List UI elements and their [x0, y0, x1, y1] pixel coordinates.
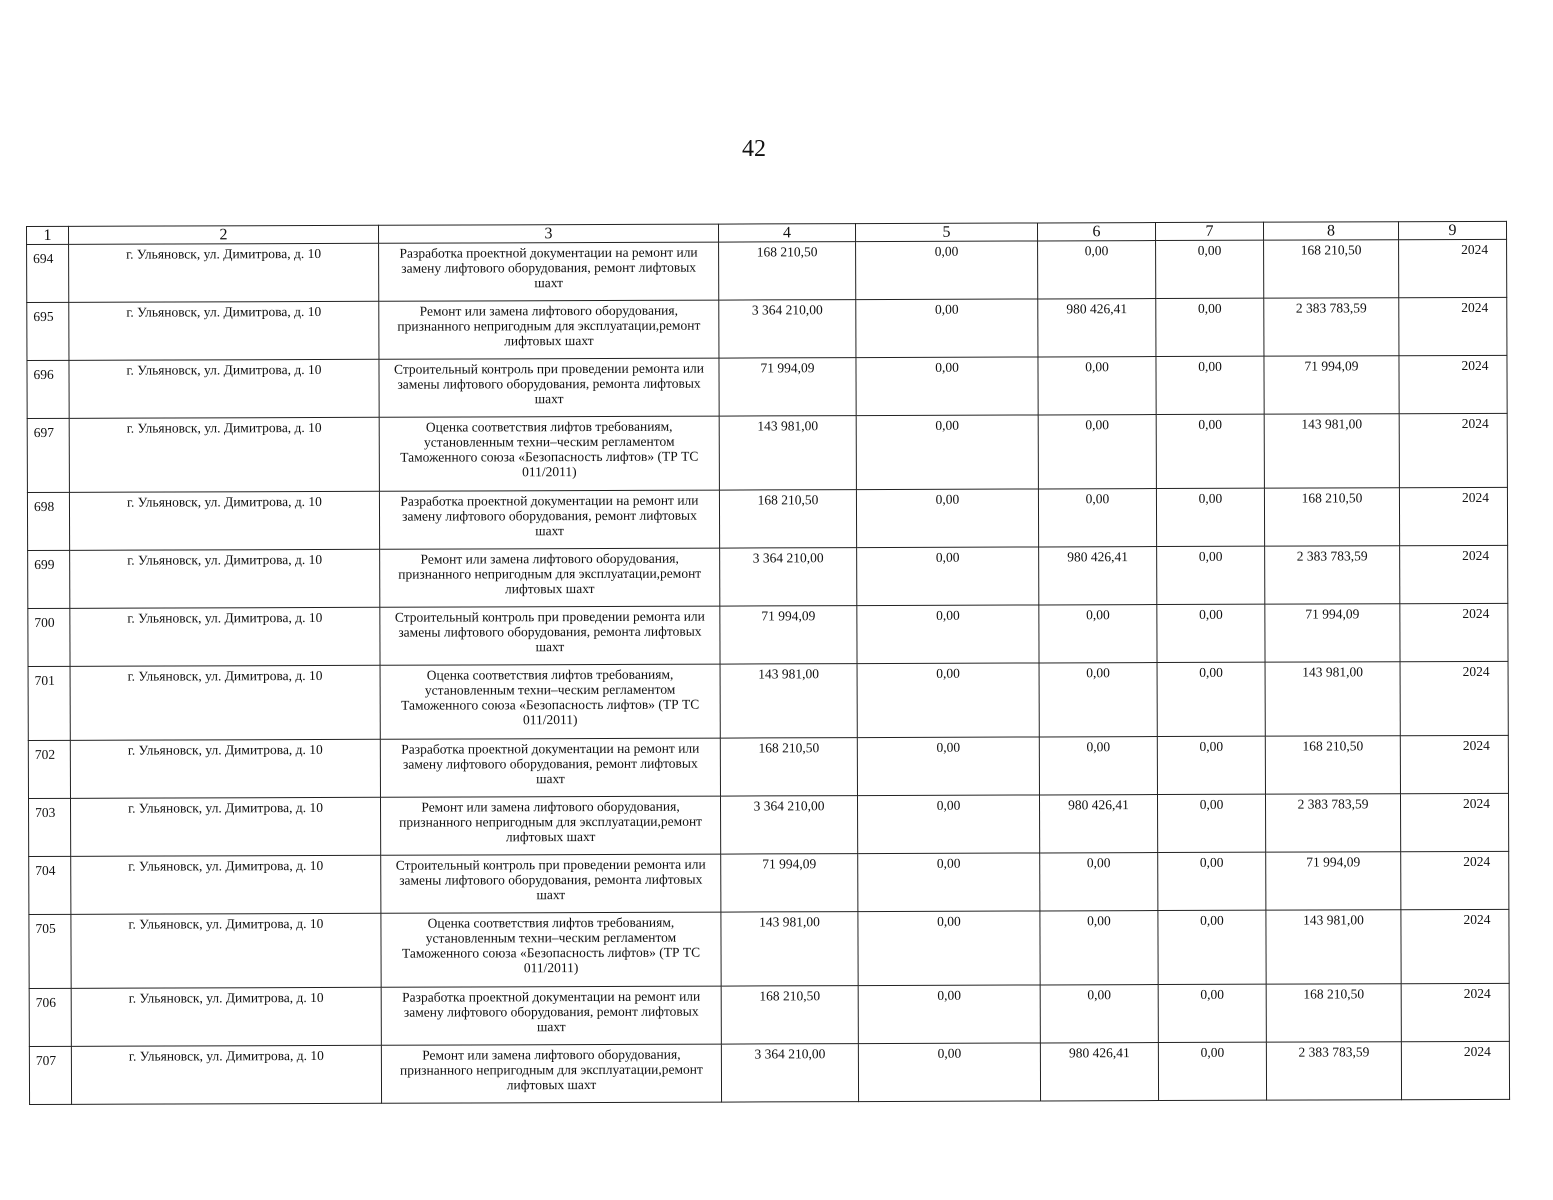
column-8-cell: 168 210,50: [1266, 984, 1401, 1042]
row-number: 702: [28, 740, 70, 798]
column-7-cell: 0,00: [1157, 604, 1265, 662]
column-7-cell: 0,00: [1158, 1042, 1266, 1100]
row-number: 705: [29, 914, 71, 988]
table-container: [26, 221, 1510, 1105]
table-row: [27, 487, 1507, 550]
column-8-cell: 143 981,00: [1266, 910, 1401, 984]
column-6-cell: 0,00: [1038, 489, 1156, 547]
row-number: 707: [29, 1046, 71, 1104]
column-8-cell: 2 383 783,59: [1265, 546, 1400, 604]
column-5-cell: 0,00: [858, 853, 1040, 912]
year-cell: 2024: [1401, 983, 1509, 1041]
address-cell: г. Ульяновск, ул. Димитрова, д. 10: [71, 1045, 381, 1104]
row-number: 700: [28, 608, 70, 666]
column-5-cell: 0,00: [856, 489, 1038, 548]
column-8-cell: 71 994,09: [1266, 852, 1401, 910]
column-6-cell: 0,00: [1038, 357, 1156, 415]
address-cell: г. Ульяновск, ул. Димитрова, д. 10: [69, 301, 379, 360]
table-row: [28, 603, 1508, 666]
column-6-cell: 980 426,41: [1039, 547, 1157, 605]
column-8-cell: 143 981,00: [1264, 414, 1399, 488]
work-description-cell: Ремонт или замена лифтового оборудования, признанного непригодным для эксплуатации,ремонт лифтовых шахт: [380, 796, 720, 855]
column-6-cell: 980 426,41: [1040, 1043, 1158, 1101]
address-cell: г. Ульяновск, ул. Димитрова, д. 10: [70, 797, 380, 856]
column-6-cell: 980 426,41: [1038, 299, 1156, 357]
table-row: [27, 297, 1507, 360]
year-cell: 2024: [1400, 603, 1508, 661]
column-8-cell: 168 210,50: [1264, 240, 1399, 298]
total-cost-cell: 3 364 210,00: [721, 1044, 858, 1102]
row-number: 697: [27, 418, 69, 492]
year-cell: 2024: [1401, 909, 1509, 983]
column-5-cell: 0,00: [856, 415, 1038, 490]
column-5-cell: 0,00: [857, 737, 1039, 796]
total-cost-cell: 3 364 210,00: [720, 548, 857, 606]
total-cost-cell: 168 210,50: [719, 490, 856, 548]
table-row: [28, 661, 1508, 740]
total-cost-cell: 168 210,50: [720, 738, 857, 796]
column-7-cell: 0,00: [1156, 488, 1264, 546]
column-6-cell: 0,00: [1039, 663, 1157, 737]
address-cell: г. Ульяновск, ул. Димитрова, д. 10: [70, 549, 380, 608]
address-cell: г. Ульяновск, ул. Димитрова, д. 10: [71, 913, 381, 988]
row-number: 696: [27, 360, 69, 418]
year-cell: 2024: [1400, 793, 1508, 851]
total-cost-cell: 71 994,09: [719, 358, 856, 416]
total-cost-cell: 143 981,00: [720, 664, 857, 738]
column-header: 2: [69, 225, 379, 244]
address-cell: г. Ульяновск, ул. Димитрова, д. 10: [69, 359, 379, 418]
column-7-cell: 0,00: [1156, 356, 1264, 414]
column-header: 5: [855, 223, 1037, 242]
column-6-cell: 0,00: [1039, 737, 1157, 795]
table-row: [28, 545, 1508, 608]
total-cost-cell: 71 994,09: [721, 854, 858, 912]
work-description-cell: Ремонт или замена лифтового оборудования, признанного непригодным для эксплуатации,ремонт лифтовых шахт: [381, 1044, 721, 1103]
table-row: [28, 735, 1508, 798]
year-cell: 2024: [1401, 851, 1509, 909]
work-description-cell: Ремонт или замена лифтового оборудования, признанного непригодным для эксплуатации,ремонт лифтовых шахт: [379, 300, 719, 359]
column-5-cell: 0,00: [857, 605, 1039, 664]
row-number: 703: [28, 798, 70, 856]
total-cost-cell: 143 981,00: [721, 912, 858, 986]
column-7-cell: 0,00: [1157, 662, 1265, 736]
column-6-cell: 0,00: [1040, 911, 1158, 985]
page-number: 42: [742, 136, 766, 162]
work-description-cell: Разработка проектной документации на ремонт или замену лифтового оборудования, ремонт лифтовых шахт: [381, 986, 721, 1045]
total-cost-cell: 168 210,50: [719, 242, 856, 300]
work-description-cell: Строительный контроль при проведении ремонта или замены лифтового оборудования, ремонта лифтовых шахт: [381, 854, 721, 913]
year-cell: 2024: [1399, 297, 1507, 355]
work-description-cell: Разработка проектной документации на ремонт или замену лифтового оборудования, ремонт лифтовых шахт: [380, 738, 720, 797]
total-cost-cell: 168 210,50: [721, 986, 858, 1044]
table-row: [27, 355, 1507, 418]
year-cell: 2024: [1399, 239, 1507, 297]
column-7-cell: 0,00: [1156, 414, 1264, 488]
column-5-cell: 0,00: [857, 663, 1039, 738]
year-cell: 2024: [1400, 735, 1508, 793]
column-5-cell: 0,00: [857, 547, 1039, 606]
address-cell: г. Ульяновск, ул. Димитрова, д. 10: [71, 855, 381, 914]
row-number: 695: [27, 302, 69, 360]
address-cell: г. Ульяновск, ул. Димитрова, д. 10: [70, 607, 380, 666]
work-description-cell: Строительный контроль при проведении ремонта или замены лифтового оборудования, ремонта лифтовых шахт: [380, 606, 720, 665]
column-6-cell: 0,00: [1040, 985, 1158, 1043]
column-5-cell: 0,00: [858, 1043, 1040, 1102]
row-number: 701: [28, 666, 70, 740]
column-header: 4: [718, 224, 855, 242]
work-description-cell: Разработка проектной документации на ремонт или замену лифтового оборудования, ремонт лифтовых шахт: [379, 242, 719, 301]
total-cost-cell: 71 994,09: [720, 606, 857, 664]
total-cost-cell: 3 364 210,00: [720, 796, 857, 854]
address-cell: г. Ульяновск, ул. Димитрова, д. 10: [69, 417, 379, 492]
column-8-cell: 168 210,50: [1264, 488, 1399, 546]
column-7-cell: 0,00: [1158, 852, 1266, 910]
column-header: 6: [1037, 223, 1155, 241]
total-cost-cell: 3 364 210,00: [719, 300, 856, 358]
column-header: 8: [1263, 222, 1398, 240]
work-description-cell: Оценка соответствия лифтов требованиям, установленным техни–ческим регламентом Таможенного союза «Безопасность лифтов» (ТР ТС 011/2011): [380, 664, 720, 739]
column-header: 7: [1155, 222, 1263, 240]
column-7-cell: 0,00: [1157, 736, 1265, 794]
year-cell: 2024: [1399, 355, 1507, 413]
column-header: 3: [378, 224, 718, 243]
total-cost-cell: 143 981,00: [719, 416, 856, 490]
column-header: 1: [27, 226, 69, 244]
column-5-cell: 0,00: [857, 795, 1039, 854]
column-7-cell: 0,00: [1157, 794, 1265, 852]
column-6-cell: 0,00: [1039, 605, 1157, 663]
column-7-cell: 0,00: [1157, 546, 1265, 604]
works-table: [26, 221, 1510, 1105]
column-6-cell: 0,00: [1038, 241, 1156, 299]
column-header: 9: [1398, 221, 1506, 239]
row-number: 698: [27, 492, 69, 550]
column-5-cell: 0,00: [856, 299, 1038, 358]
column-6-cell: 0,00: [1038, 415, 1156, 489]
work-description-cell: Строительный контроль при проведении ремонта или замены лифтового оборудования, ремонта лифтовых шахт: [379, 358, 719, 417]
row-number: 706: [29, 988, 71, 1046]
table-body: [27, 239, 1510, 1104]
table-row: [27, 239, 1507, 302]
column-7-cell: 0,00: [1158, 910, 1266, 984]
column-7-cell: 0,00: [1156, 240, 1264, 298]
column-5-cell: 0,00: [858, 911, 1040, 986]
year-cell: 2024: [1399, 487, 1507, 545]
column-6-cell: 0,00: [1040, 853, 1158, 911]
column-8-cell: 143 981,00: [1265, 662, 1400, 736]
row-number: 699: [28, 550, 70, 608]
table-row: [27, 413, 1507, 492]
year-cell: 2024: [1401, 1041, 1509, 1099]
column-8-cell: 2 383 783,59: [1266, 1042, 1401, 1100]
address-cell: г. Ульяновск, ул. Димитрова, д. 10: [69, 243, 379, 302]
year-cell: 2024: [1400, 545, 1508, 603]
year-cell: 2024: [1399, 413, 1507, 487]
row-number: 704: [29, 856, 71, 914]
column-6-cell: 980 426,41: [1039, 795, 1157, 853]
column-7-cell: 0,00: [1158, 984, 1266, 1042]
column-8-cell: 2 383 783,59: [1265, 794, 1400, 852]
column-8-cell: 2 383 783,59: [1264, 298, 1399, 356]
table-row: [28, 793, 1508, 856]
column-5-cell: 0,00: [856, 357, 1038, 416]
address-cell: г. Ульяновск, ул. Димитрова, д. 10: [70, 665, 380, 740]
table-row: [29, 909, 1509, 988]
table-row: [29, 1041, 1509, 1104]
address-cell: г. Ульяновск, ул. Димитрова, д. 10: [71, 987, 381, 1046]
address-cell: г. Ульяновск, ул. Димитрова, д. 10: [69, 491, 379, 550]
row-number: 694: [27, 244, 69, 302]
work-description-cell: Оценка соответствия лифтов требованиям, установленным техни–ческим регламентом Таможенного союза «Безопасность лифтов» (ТР ТС 011/2011): [381, 912, 721, 987]
work-description-cell: Ремонт или замена лифтового оборудования, признанного непригодным для эксплуатации,ремонт лифтовых шахт: [380, 548, 720, 607]
table-row: [29, 851, 1509, 914]
work-description-cell: Разработка проектной документации на ремонт или замену лифтового оборудования, ремонт лифтовых шахт: [379, 490, 719, 549]
column-5-cell: 0,00: [856, 241, 1038, 300]
column-7-cell: 0,00: [1156, 298, 1264, 356]
work-description-cell: Оценка соответствия лифтов требованиям, установленным техни–ческим регламентом Таможенного союза «Безопасность лифтов» (ТР ТС 011/2011): [379, 416, 719, 491]
year-cell: 2024: [1400, 661, 1508, 735]
table-row: [29, 983, 1509, 1046]
address-cell: г. Ульяновск, ул. Димитрова, д. 10: [70, 739, 380, 798]
column-8-cell: 71 994,09: [1265, 604, 1400, 662]
column-8-cell: 168 210,50: [1265, 736, 1400, 794]
column-8-cell: 71 994,09: [1264, 356, 1399, 414]
column-5-cell: 0,00: [858, 985, 1040, 1044]
